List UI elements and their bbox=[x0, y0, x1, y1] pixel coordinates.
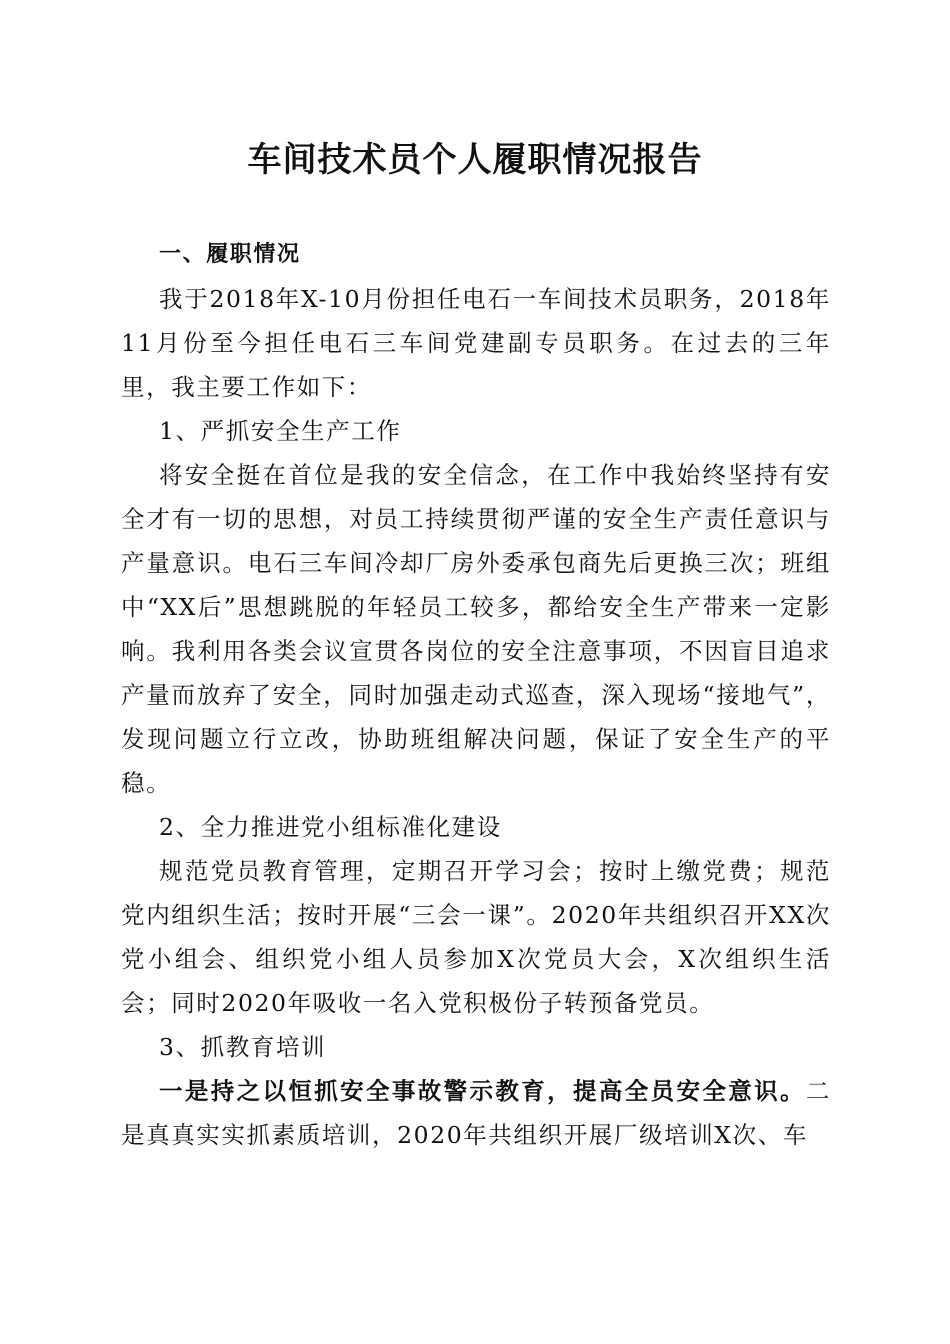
party-group-paragraph: 规范党员教育管理，定期召开学习会；按时上缴党费；规范党内组织生活；按时开展“三会一课”。2020年共组织召开XX次党小组会、组织党小组人员参加X次党员大会，X次组织生活会；同时2020年吸收一名入党积极份子转预备党员。 bbox=[121, 857, 831, 1017]
document-body bbox=[121, 233, 831, 1157]
section-heading-performance: 一、履职情况 bbox=[159, 242, 301, 267]
training-paragraph bbox=[121, 1069, 831, 1157]
document-title: 车间技术员个人履职情况报告 bbox=[247, 140, 703, 180]
subsection-heading-party-group: 2、全力推进党小组标准化建设 bbox=[159, 813, 502, 841]
subsection-heading-training: 3、抓教育培训 bbox=[159, 1033, 327, 1061]
training-paragraph-bold-run: 一是持之以恒抓安全事故警示教育，提高全员安全意识。 bbox=[159, 1077, 806, 1105]
subsection-heading-safety: 1、严抓安全生产工作 bbox=[159, 417, 402, 445]
training-paragraph-rest: 二是真真实实抓素质培训，2020年共组织开展厂级培训X次、车 bbox=[121, 1077, 831, 1149]
intro-paragraph: 我于2018年X-10月份担任电石一车间技术员职务，2018年11月份至今担任电石三车间党建副专员职务。在过去的三年里，我主要工作如下： bbox=[121, 285, 831, 401]
safety-paragraph: 将安全挺在首位是我的安全信念，在工作中我始终坚持有安全才有一切的思想，对员工持续贯彻严谨的安全生产责任意识与产量意识。电石三车间冷却厂房外委承包商先后更换三次；班组中“XX后”思想跳脱的年轻员工较多，都给安全生产带来一定影响。我利用各类会议宣贯各岗位的安全注意事项，不因盲目追求产量而放弃了安全，同时加强走动式巡查，深入现场“接地气”，发现问题立行立改，协助班组解决问题，保证了安全生产的平稳。 bbox=[121, 461, 831, 797]
